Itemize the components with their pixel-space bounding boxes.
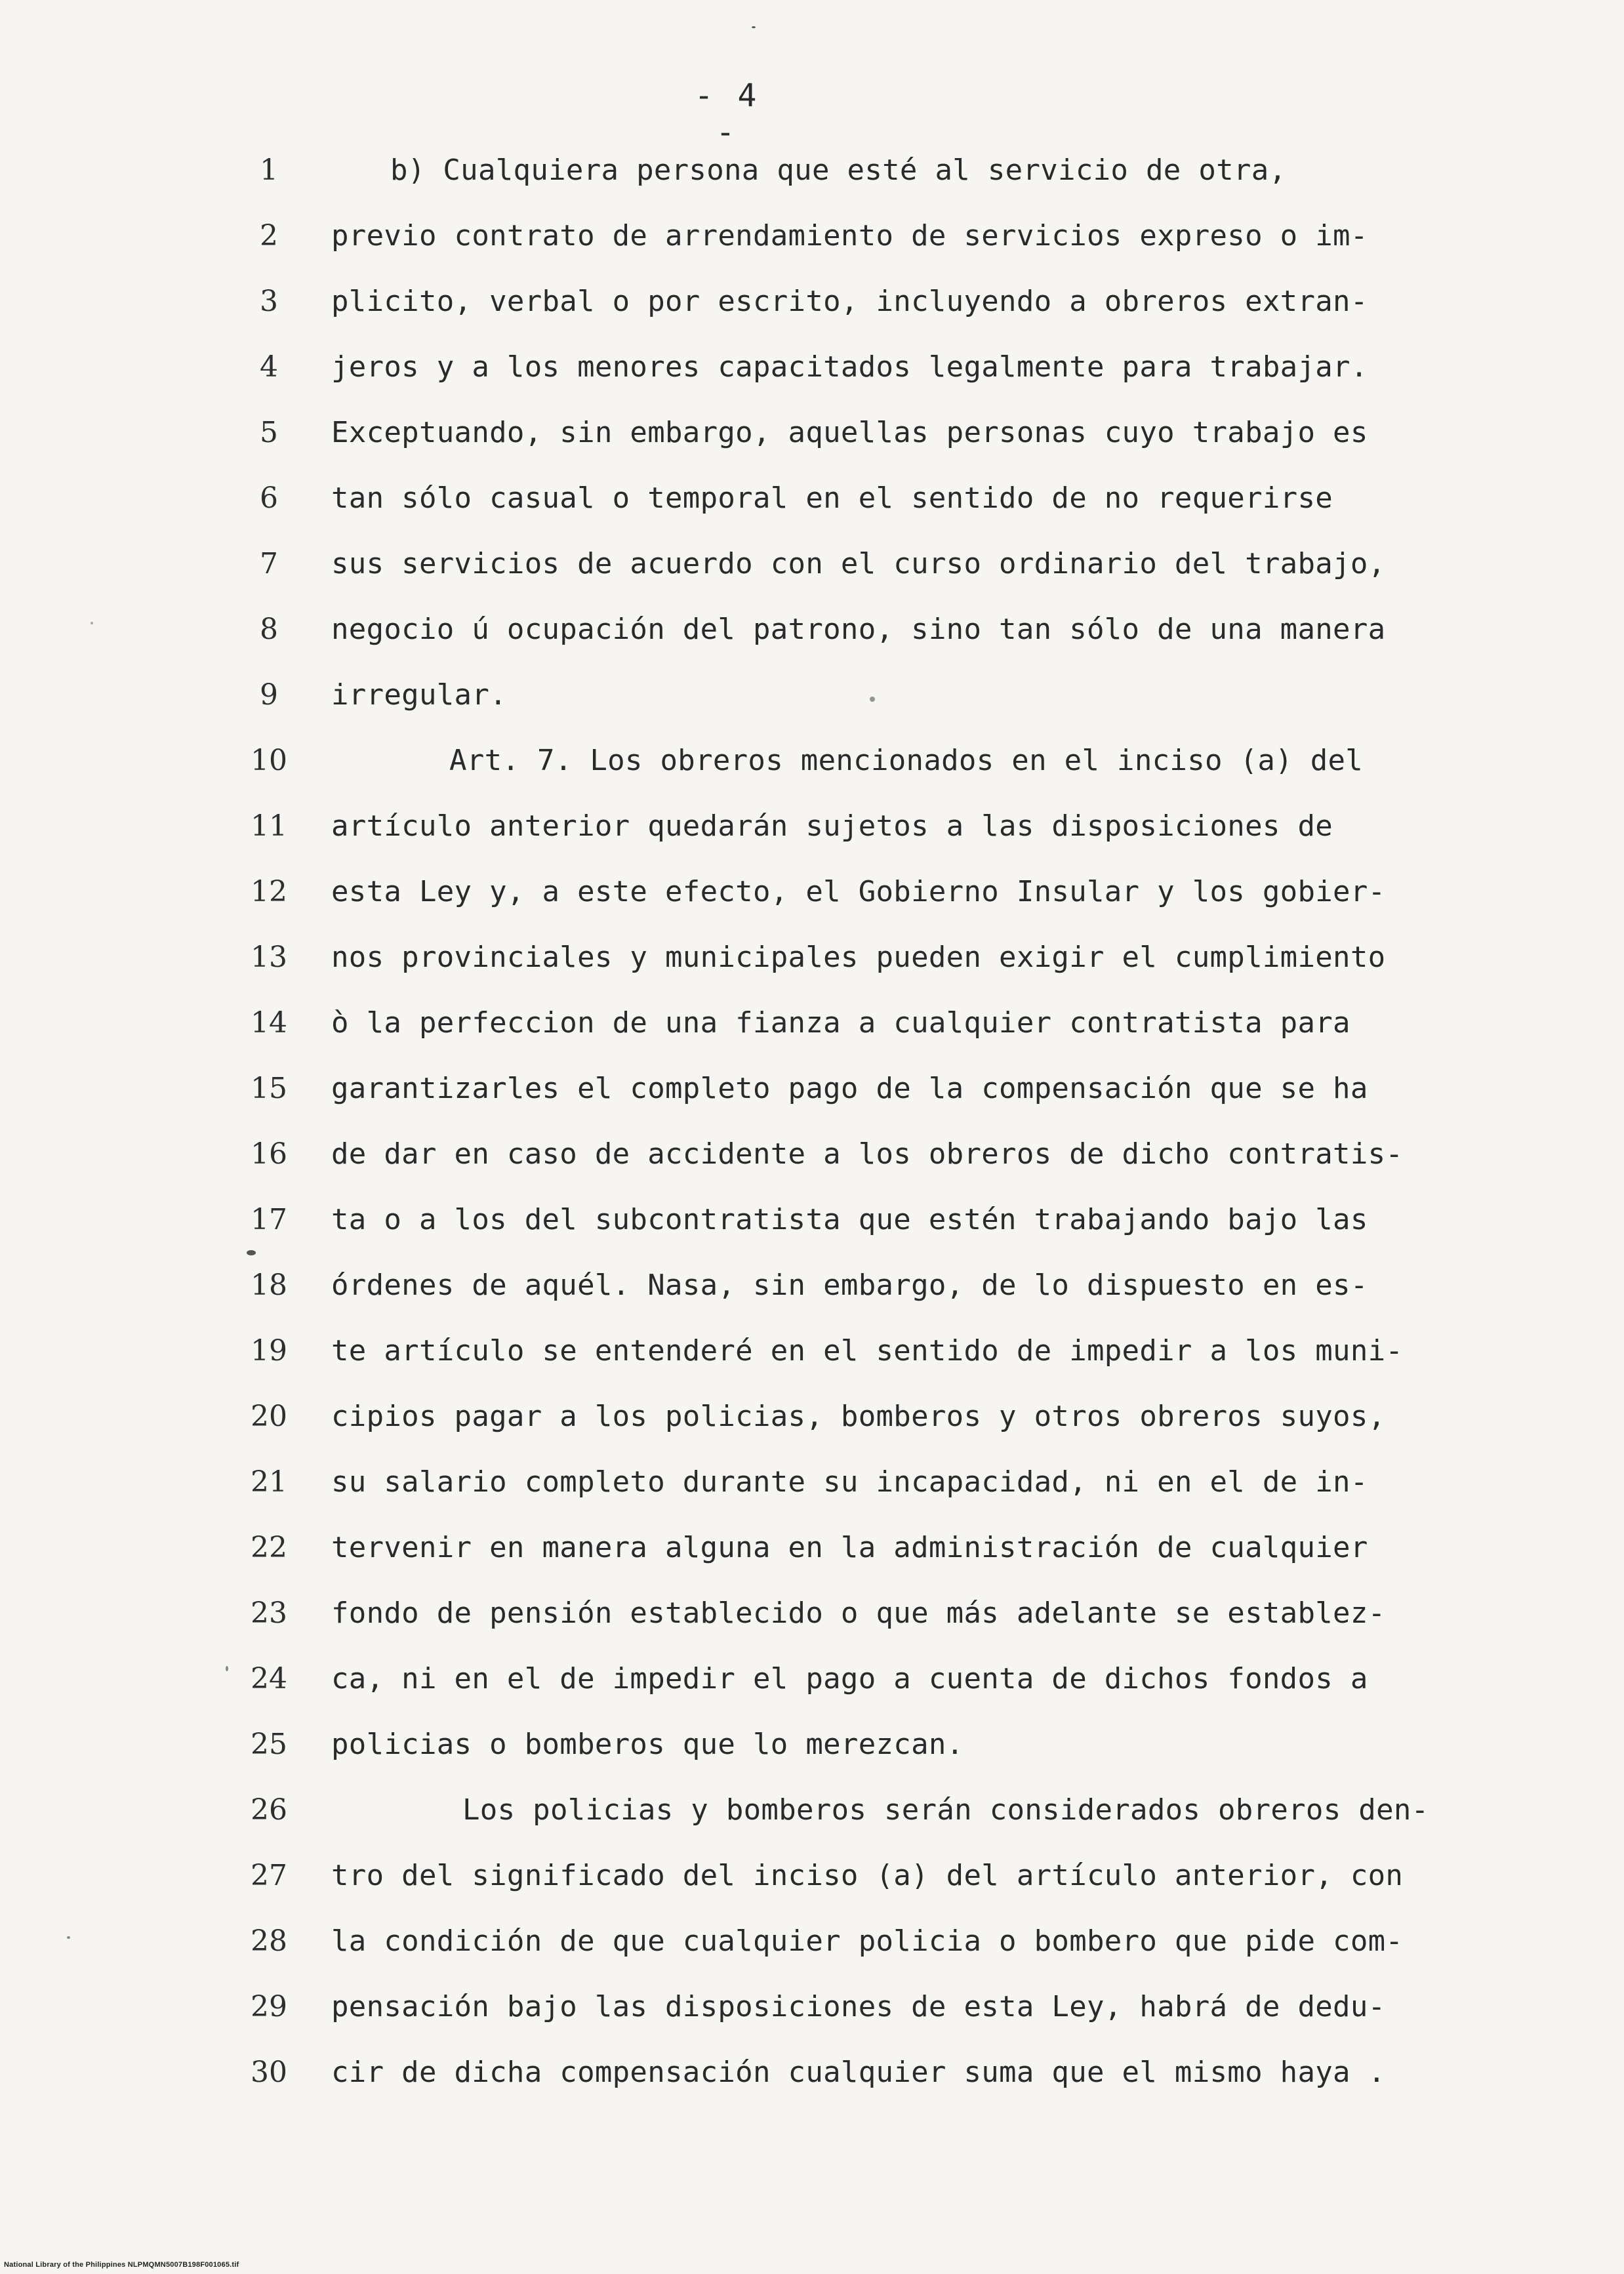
line-text: órdenes de aquél. Nasa, sin embargo, de lo dispuesto en es- bbox=[331, 1269, 1368, 1302]
line-number: 21 bbox=[251, 1465, 287, 1499]
line-number: 12 bbox=[251, 875, 287, 908]
line-text: Los policias y bomberos serán considerados obreros den- bbox=[462, 1793, 1429, 1827]
line-number: 30 bbox=[251, 2056, 287, 2089]
numbered-text-block bbox=[0, 138, 1624, 2105]
line-text: artículo anterior quedarán sujetos a las disposiciones de bbox=[331, 809, 1333, 843]
text-line bbox=[0, 203, 1624, 269]
text-line bbox=[0, 1187, 1624, 1253]
text-line bbox=[0, 335, 1624, 400]
text-line bbox=[0, 597, 1624, 662]
text-line bbox=[0, 1712, 1624, 1777]
text-line bbox=[0, 662, 1624, 728]
text-line bbox=[0, 1318, 1624, 1384]
text-line bbox=[0, 138, 1624, 203]
line-number: 23 bbox=[251, 1596, 287, 1630]
line-text: previo contrato de arrendamiento de servicios expreso o im- bbox=[331, 219, 1368, 253]
line-number: 22 bbox=[251, 1531, 287, 1564]
line-text: tan sólo casual o temporal en el sentido de no requerirse bbox=[331, 481, 1333, 515]
line-number: 1 bbox=[260, 153, 278, 187]
line-text: nos provinciales y municipales pueden exigir el cumplimiento bbox=[331, 941, 1386, 974]
text-line bbox=[0, 1450, 1624, 1515]
page-number: - 4 - bbox=[694, 77, 760, 151]
line-text: esta Ley y, a este efecto, el Gobierno Insular y los gobier- bbox=[331, 875, 1386, 908]
text-line bbox=[0, 990, 1624, 1056]
line-text: jeros y a los menores capacitados legalmente para trabajar. bbox=[331, 350, 1368, 384]
line-number: 3 bbox=[260, 285, 278, 318]
text-line bbox=[0, 531, 1624, 597]
line-text: ò la perfeccion de una fianza a cualquier contratista para bbox=[331, 1006, 1350, 1040]
text-line bbox=[0, 2040, 1624, 2105]
line-number: 20 bbox=[251, 1400, 287, 1433]
scan-speck bbox=[67, 1936, 70, 1939]
line-text: cir de dicha compensación cualquier suma que el mismo haya . bbox=[331, 2056, 1386, 2089]
line-text: negocio ú ocupación del patrono, sino tan sólo de una manera bbox=[331, 613, 1386, 646]
text-line bbox=[0, 1056, 1624, 1122]
line-number: 6 bbox=[260, 481, 278, 515]
scan-speck bbox=[752, 26, 756, 28]
line-number: 29 bbox=[251, 1990, 287, 2023]
text-line bbox=[0, 1777, 1624, 1843]
line-text: ca, ni en el de impedir el pago a cuenta de dichos fondos a bbox=[331, 1662, 1368, 1695]
text-line bbox=[0, 728, 1624, 794]
line-text: fondo de pensión establecido o que más adelante se establez- bbox=[331, 1596, 1386, 1630]
line-number: 9 bbox=[260, 678, 278, 712]
text-line bbox=[0, 794, 1624, 859]
line-text: garantizarles el completo pago de la compensación que se ha bbox=[331, 1072, 1368, 1105]
line-text: sus servicios de acuerdo con el curso ordinario del trabajo, bbox=[331, 547, 1386, 580]
line-text: ta o a los del subcontratista que estén trabajando bajo las bbox=[331, 1203, 1368, 1236]
text-line bbox=[0, 1843, 1624, 1909]
line-text: Art. 7. Los obreros mencionados en el inciso (a) del bbox=[449, 744, 1364, 777]
line-number: 16 bbox=[251, 1137, 287, 1171]
line-number: 18 bbox=[251, 1269, 287, 1302]
line-number: 15 bbox=[251, 1072, 287, 1105]
line-text: la condición de que cualquier policia o bombero que pide com- bbox=[331, 1924, 1404, 1958]
text-line bbox=[0, 1581, 1624, 1646]
line-number: 24 bbox=[251, 1662, 287, 1695]
text-line bbox=[0, 1515, 1624, 1581]
line-number: 13 bbox=[251, 941, 287, 974]
line-number: 14 bbox=[251, 1006, 287, 1040]
line-number: 19 bbox=[251, 1334, 287, 1368]
line-text: tervenir en manera alguna en la administración de cualquier bbox=[331, 1531, 1368, 1564]
scan-speck bbox=[226, 1666, 228, 1671]
scan-speck bbox=[870, 697, 875, 702]
line-text: de dar en caso de accidente a los obreros de dicho contratis- bbox=[331, 1137, 1404, 1171]
line-number: 17 bbox=[251, 1203, 287, 1236]
line-text: policias o bomberos que lo merezcan. bbox=[331, 1728, 964, 1761]
line-number: 26 bbox=[251, 1793, 287, 1827]
line-number: 27 bbox=[251, 1859, 287, 1892]
text-line bbox=[0, 1909, 1624, 1974]
line-text: irregular. bbox=[331, 678, 507, 712]
text-line bbox=[0, 400, 1624, 466]
text-line bbox=[0, 1122, 1624, 1187]
line-text: cipios pagar a los policias, bomberos y otros obreros suyos, bbox=[331, 1400, 1386, 1433]
line-number: 4 bbox=[260, 350, 278, 384]
line-number: 28 bbox=[251, 1924, 287, 1958]
text-line bbox=[0, 859, 1624, 925]
text-line bbox=[0, 466, 1624, 531]
scan-footer: National Library of the Philippines NLPMQMN5007B198F001065.tif bbox=[4, 2261, 239, 2269]
line-number: 8 bbox=[260, 613, 278, 646]
line-text: tro del significado del inciso (a) del artículo anterior, con bbox=[331, 1859, 1404, 1892]
scan-speck bbox=[91, 622, 93, 624]
text-line bbox=[0, 925, 1624, 990]
line-text: su salario completo durante su incapacidad, ni en el de in- bbox=[331, 1465, 1368, 1499]
line-number: 10 bbox=[251, 744, 287, 777]
line-number: 2 bbox=[260, 219, 278, 253]
text-line bbox=[0, 1974, 1624, 2040]
line-text: pensación bajo las disposiciones de esta Ley, habrá de dedu- bbox=[331, 1990, 1386, 2023]
line-number: 5 bbox=[260, 416, 278, 449]
line-text: Exceptuando, sin embargo, aquellas personas cuyo trabajo es bbox=[331, 416, 1368, 449]
text-line bbox=[0, 1646, 1624, 1712]
line-text: plicito, verbal o por escrito, incluyendo a obreros extran- bbox=[331, 285, 1368, 318]
line-number: 25 bbox=[251, 1728, 287, 1761]
text-line bbox=[0, 1253, 1624, 1318]
line-number: 7 bbox=[260, 547, 278, 580]
line-number: 11 bbox=[251, 809, 287, 843]
scan-speck bbox=[247, 1250, 256, 1255]
text-line bbox=[0, 1384, 1624, 1450]
text-line bbox=[0, 269, 1624, 335]
line-text: te artículo se entenderé en el sentido de impedir a los muni- bbox=[331, 1334, 1404, 1368]
line-text: b) Cualquiera persona que esté al servicio de otra, bbox=[390, 153, 1287, 187]
